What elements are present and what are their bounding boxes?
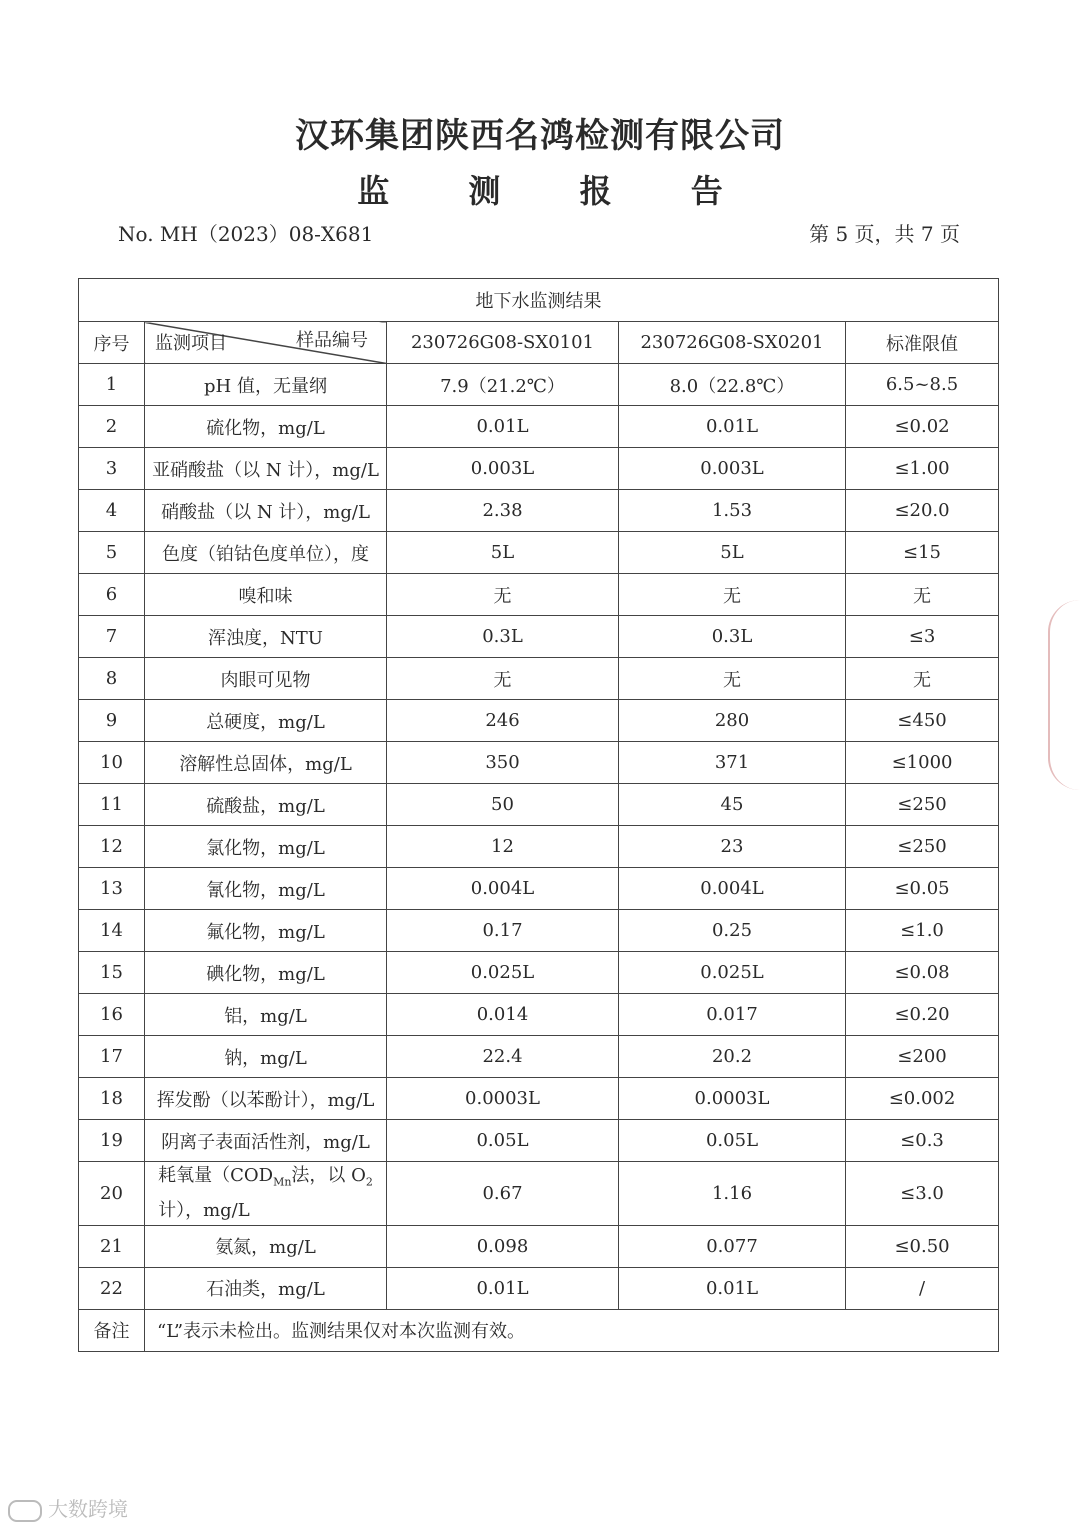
row-sample2: 280 xyxy=(619,700,846,742)
row-limit: 无 xyxy=(846,658,999,700)
row-no: 11 xyxy=(79,784,145,826)
table-row xyxy=(79,742,999,784)
row-no: 21 xyxy=(79,1225,145,1267)
row-sample2: 0.25 xyxy=(619,910,846,952)
row-limit: ≤0.3 xyxy=(846,1120,999,1162)
row-item: 硫酸盐，mg/L xyxy=(145,784,387,826)
remark-label: 备注 xyxy=(79,1309,145,1351)
row-sample2: 0.025L xyxy=(619,952,846,994)
row-limit: ≤0.05 xyxy=(846,868,999,910)
table-row xyxy=(79,826,999,868)
table-row xyxy=(79,1162,999,1226)
table-row xyxy=(79,952,999,994)
row-item: pH 值，无量纲 xyxy=(145,364,387,406)
row-limit: / xyxy=(846,1267,999,1309)
row-sample1: 0.67 xyxy=(387,1162,619,1226)
row-sample2: 0.017 xyxy=(619,994,846,1036)
row-item: 硫化物，mg/L xyxy=(145,406,387,448)
table-row xyxy=(79,532,999,574)
row-no: 22 xyxy=(79,1267,145,1309)
row-item: 挥发酚（以苯酚计），mg/L xyxy=(145,1078,387,1120)
table-row xyxy=(79,364,999,406)
row-sample2: 无 xyxy=(619,574,846,616)
groundwater-results-table xyxy=(78,278,999,1352)
row-limit: ≤3.0 xyxy=(846,1162,999,1226)
row-limit: ≤15 xyxy=(846,532,999,574)
table-row xyxy=(79,490,999,532)
row-sample2: 无 xyxy=(619,658,846,700)
row-item: 石油类，mg/L xyxy=(145,1267,387,1309)
table-row xyxy=(79,910,999,952)
row-no: 19 xyxy=(79,1120,145,1162)
row-sample2: 1.16 xyxy=(619,1162,846,1226)
table-row xyxy=(79,574,999,616)
row-sample1: 12 xyxy=(387,826,619,868)
row-item: 嗅和味 xyxy=(145,574,387,616)
row-sample1: 50 xyxy=(387,784,619,826)
row-limit: ≤1.0 xyxy=(846,910,999,952)
row-limit: ≤20.0 xyxy=(846,490,999,532)
row-sample1: 0.01L xyxy=(387,1267,619,1309)
table-caption: 地下水监测结果 xyxy=(79,279,999,322)
report-number: No. MH（2023）08-X681 xyxy=(118,222,374,246)
logo-icon xyxy=(8,1500,42,1522)
row-sample1: 无 xyxy=(387,658,619,700)
col-seq-header: 序号 xyxy=(79,322,145,364)
row-item: 硝酸盐（以 N 计），mg/L xyxy=(145,490,387,532)
row-no: 15 xyxy=(79,952,145,994)
limit-header: 标准限值 xyxy=(846,322,999,364)
row-sample2: 0.0003L xyxy=(619,1078,846,1120)
row-limit: ≤200 xyxy=(846,1036,999,1078)
table-row xyxy=(79,994,999,1036)
row-limit: ≤450 xyxy=(846,700,999,742)
row-limit: ≤0.002 xyxy=(846,1078,999,1120)
page-info: 第 5 页，共 7 页 xyxy=(809,222,960,246)
row-no: 6 xyxy=(79,574,145,616)
row-limit: ≤250 xyxy=(846,826,999,868)
row-item: 肉眼可见物 xyxy=(145,658,387,700)
diagonal-header-cell xyxy=(145,322,387,364)
remark-text: “L”表示未检出。监测结果仅对本次监测有效。 xyxy=(145,1309,999,1351)
row-item: 铝，mg/L xyxy=(145,994,387,1036)
table-row xyxy=(79,1120,999,1162)
report-title: 监 测 报 告 xyxy=(357,172,757,210)
sample1-header: 230726G08-SX0101 xyxy=(387,322,619,364)
table-row xyxy=(79,1225,999,1267)
row-sample1: 0.025L xyxy=(387,952,619,994)
row-item: 浑浊度，NTU xyxy=(145,616,387,658)
row-no: 12 xyxy=(79,826,145,868)
row-no: 1 xyxy=(79,364,145,406)
row-item: 阴离子表面活性剂，mg/L xyxy=(145,1120,387,1162)
row-item: 色度（铂钴色度单位），度 xyxy=(145,532,387,574)
row-limit: ≤250 xyxy=(846,784,999,826)
row-no: 17 xyxy=(79,1036,145,1078)
row-sample1: 350 xyxy=(387,742,619,784)
row-sample2: 0.05L xyxy=(619,1120,846,1162)
row-sample1: 0.3L xyxy=(387,616,619,658)
row-sample1: 无 xyxy=(387,574,619,616)
row-sample2: 1.53 xyxy=(619,490,846,532)
row-sample1: 5L xyxy=(387,532,619,574)
row-sample2: 0.01L xyxy=(619,1267,846,1309)
row-sample1: 0.003L xyxy=(387,448,619,490)
row-limit: ≤0.02 xyxy=(846,406,999,448)
row-sample2: 0.077 xyxy=(619,1225,846,1267)
row-sample2: 0.3L xyxy=(619,616,846,658)
table-row xyxy=(79,658,999,700)
table-row xyxy=(79,1078,999,1120)
header-row xyxy=(79,322,999,364)
row-no: 3 xyxy=(79,448,145,490)
row-sample1: 0.004L xyxy=(387,868,619,910)
row-sample2: 45 xyxy=(619,784,846,826)
row-no: 14 xyxy=(79,910,145,952)
row-item: 亚硝酸盐（以 N 计），mg/L xyxy=(145,448,387,490)
row-sample2: 23 xyxy=(619,826,846,868)
company-name: 汉环集团陕西名鸿检测有限公司 xyxy=(295,116,785,156)
row-item: 耗氧量（$COD_{Mn}$法，以 $O_2$ 计），mg/L xyxy=(145,1162,387,1226)
row-limit: 6.5~8.5 xyxy=(846,364,999,406)
row-limit: ≤1000 xyxy=(846,742,999,784)
row-limit: ≤0.50 xyxy=(846,1225,999,1267)
row-sample2: 20.2 xyxy=(619,1036,846,1078)
row-sample1: 0.014 xyxy=(387,994,619,1036)
row-limit: ≤0.20 xyxy=(846,994,999,1036)
table-row xyxy=(79,616,999,658)
row-limit: ≤1.00 xyxy=(846,448,999,490)
row-item: 溶解性总固体，mg/L xyxy=(145,742,387,784)
row-sample1: 0.098 xyxy=(387,1225,619,1267)
row-no: 7 xyxy=(79,616,145,658)
row-no: 13 xyxy=(79,868,145,910)
row-sample1: 0.01L xyxy=(387,406,619,448)
row-no: 2 xyxy=(79,406,145,448)
table-row xyxy=(79,868,999,910)
row-sample2: 0.003L xyxy=(619,448,846,490)
stamp-mark xyxy=(1048,600,1080,790)
row-item: 氰化物，mg/L xyxy=(145,868,387,910)
row-no: 20 xyxy=(79,1162,145,1226)
row-sample1: 246 xyxy=(387,700,619,742)
row-sample2: 5L xyxy=(619,532,846,574)
row-sample2: 8.0（22.8℃） xyxy=(619,364,846,406)
row-sample2: 0.01L xyxy=(619,406,846,448)
row-sample1: 0.05L xyxy=(387,1120,619,1162)
row-item: 氨氮，mg/L xyxy=(145,1225,387,1267)
row-sample1: 22.4 xyxy=(387,1036,619,1078)
row-no: 10 xyxy=(79,742,145,784)
row-item: 钠，mg/L xyxy=(145,1036,387,1078)
row-item: 氯化物，mg/L xyxy=(145,826,387,868)
row-sample1: 7.9（21.2℃） xyxy=(387,364,619,406)
table-row xyxy=(79,448,999,490)
row-limit: 无 xyxy=(846,574,999,616)
row-sample1: 0.0003L xyxy=(387,1078,619,1120)
row-item: 氟化物，mg/L xyxy=(145,910,387,952)
row-no: 5 xyxy=(79,532,145,574)
item-header: 监测项目 xyxy=(155,333,227,354)
row-no: 4 xyxy=(79,490,145,532)
row-no: 9 xyxy=(79,700,145,742)
row-item: 总硬度，mg/L xyxy=(145,700,387,742)
table-row xyxy=(79,784,999,826)
table-row xyxy=(79,1267,999,1309)
row-sample2: 371 xyxy=(619,742,846,784)
table-row xyxy=(79,700,999,742)
row-no: 18 xyxy=(79,1078,145,1120)
row-no: 16 xyxy=(79,994,145,1036)
row-sample2: 0.004L xyxy=(619,868,846,910)
table-row xyxy=(79,406,999,448)
row-sample1: 0.17 xyxy=(387,910,619,952)
row-sample1: 2.38 xyxy=(387,490,619,532)
row-limit: ≤0.08 xyxy=(846,952,999,994)
remark-row xyxy=(79,1309,999,1351)
table-row xyxy=(79,1036,999,1078)
watermark: 大数跨境 xyxy=(8,1493,128,1522)
sample2-header: 230726G08-SX0201 xyxy=(619,322,846,364)
sample-id-header: 样品编号 xyxy=(296,330,368,351)
row-limit: ≤3 xyxy=(846,616,999,658)
row-item: 碘化物，mg/L xyxy=(145,952,387,994)
row-no: 8 xyxy=(79,658,145,700)
